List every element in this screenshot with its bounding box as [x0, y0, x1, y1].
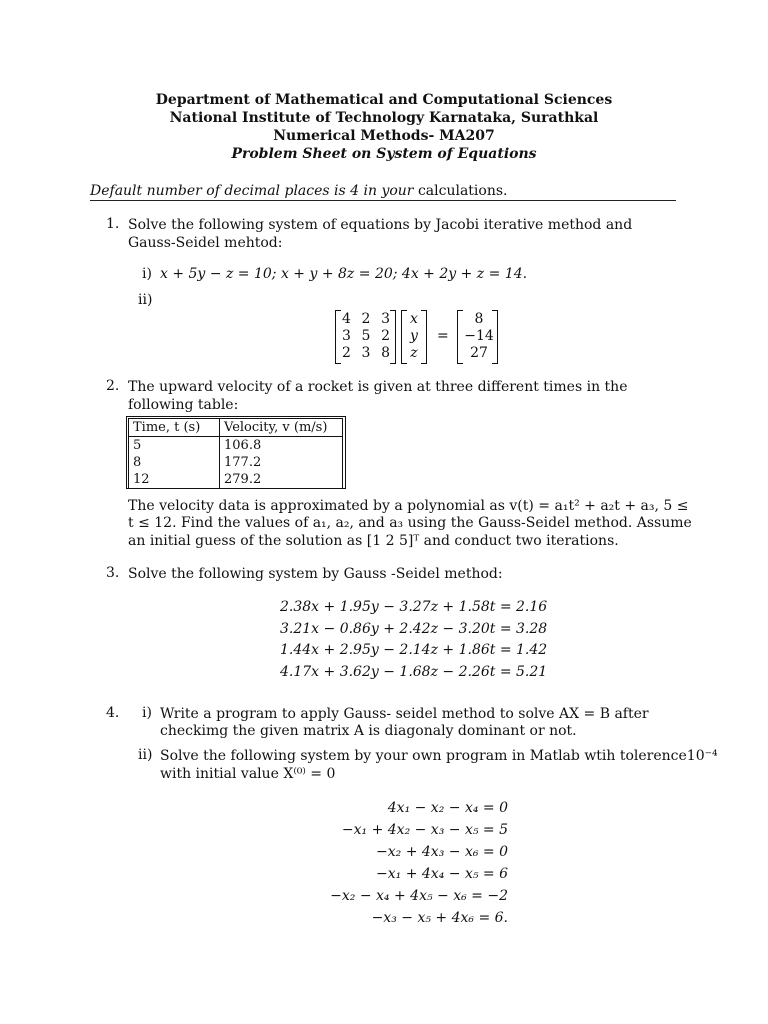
q4-equation: −x₂ − x₄ + 4x₅ − x₆ = −2 — [330, 888, 508, 904]
sheet-title: Problem Sheet on System of Equations — [231, 146, 537, 162]
note-italic: Default number of decimal places is 4 in your — [90, 183, 414, 199]
q1-part-ii-label: ii) — [138, 292, 153, 308]
q4-part-ii-line1: Solve the following system by your own program in Matlab wtih tolerence10⁻⁴ — [160, 748, 718, 764]
q4-part-i-line1: Write a program to apply Gauss- seidel method to solve AX = B after — [160, 706, 649, 722]
equals-sign: = — [437, 328, 449, 344]
note-plain: calculations. — [417, 183, 508, 199]
q2-number: 2. — [106, 378, 120, 394]
q4-equation: 4x₁ − x₂ − x₄ = 0 — [387, 800, 508, 816]
q4-equation: −x₃ − x₅ + 4x₆ = 6. — [371, 910, 508, 926]
table-header: Velocity, v (m/s) — [220, 419, 343, 437]
rhs-vector: 8 −14 27 — [464, 311, 494, 361]
q4-number: 4. — [106, 705, 120, 721]
q4-part-ii-line2: with initial value X⁽⁰⁾ = 0 — [160, 766, 336, 782]
table-row: 8 177.2 — [129, 454, 343, 471]
table-header: Time, t (s) — [129, 419, 220, 437]
variable-vector: x y z — [410, 311, 418, 361]
header-divider — [90, 200, 676, 201]
q2-text: The upward velocity of a rocket is given at three different times in the following table: — [128, 379, 628, 413]
q3-text: Solve the following system by Gauss -Seidel method: — [128, 566, 503, 582]
q3-equation: 2.38x + 1.95y − 3.27z + 1.58t = 2.16 — [280, 599, 548, 615]
velocity-table — [128, 418, 343, 489]
q3-equation: 1.44x + 2.95y − 2.14z + 1.86t = 1.42 — [280, 642, 548, 658]
q4-part-ii-label: ii) — [138, 747, 153, 763]
q4-part-i-line2: checkimg the given matrix A is diagonaly dominant or not. — [160, 723, 577, 739]
q1-number: 1. — [106, 216, 120, 232]
table-row: 12 279.2 — [129, 471, 343, 489]
department-heading: Department of Mathematical and Computational Sciences — [155, 92, 613, 108]
q2-paragraph-line3: an initial guess of the solution as [1 2 5]ᵀ and conduct two iterations. — [128, 533, 619, 549]
q4-equation: −x₁ + 4x₂ − x₃ − x₅ = 5 — [341, 822, 508, 838]
q4-equation: −x₁ + 4x₄ − x₅ = 6 — [376, 866, 508, 882]
q4-part-i-label: i) — [142, 705, 152, 721]
decimal-places-note — [90, 183, 507, 199]
q3-equation: 3.21x − 0.86y + 2.42z − 3.20t = 3.28 — [280, 621, 548, 637]
q4-equation: −x₂ + 4x₃ − x₆ = 0 — [376, 844, 508, 860]
q1-text: Solve the following system of equations by Jacobi iterative method and Gauss-Seidel mehtod: — [128, 217, 633, 251]
q2-paragraph-line2: t ≤ 12. Find the values of a₁, a₂, and a₃ using the Gauss-Seidel method. Assume — [128, 515, 692, 531]
course-heading: Numerical Methods- MA207 — [273, 128, 495, 144]
institute-heading: National Institute of Technology Karnataka, Surathkal — [169, 110, 599, 126]
q4-equation-system — [300, 797, 508, 929]
q3-equation: 4.17x + 3.62y − 1.68z − 2.26t = 5.21 — [280, 664, 548, 680]
table-row: 5 106.8 — [129, 437, 343, 455]
q2-paragraph-line1: The velocity data is approximated by a polynomial as v(t) = a₁t² + a₂t + a₃, 5 ≤ — [128, 498, 689, 514]
q1-part-i-equations: x + 5y − z = 10; x + y + 8z = 20; 4x + 2y + z = 14. — [160, 266, 528, 282]
q1-part-i-label: i) — [142, 266, 152, 282]
coefficient-matrix: 4 2 3 3 5 2 2 3 8 — [342, 311, 390, 361]
q3-number: 3. — [106, 565, 120, 581]
